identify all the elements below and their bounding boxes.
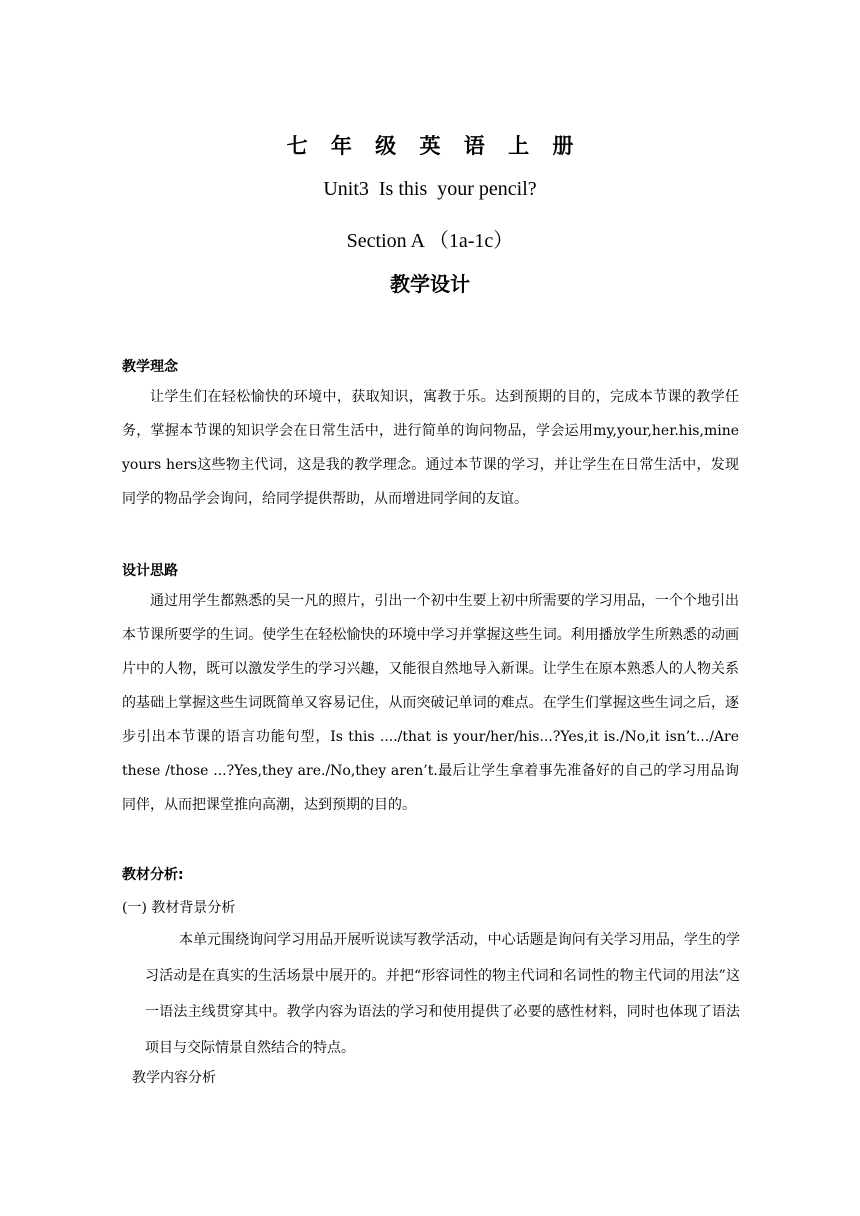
paragraph-design: 通过用学生都熟悉的吴一凡的照片，引出一个初中生要上初中所需要的学习用品，一个个地引出本节课所要学的生词。使学生在轻松愉快的环境中学习并掌握这些生词。利用播放学生所熟悉的动画片中的人物，既可以激发学生的学习兴趣，又能很自然地导入新课。让学生在原本熟悉人的人物关系的基础上掌握这些生词既简单又容易记住，从而突破记单词的难点。在学生们掌握这些生词之后，逐步引出本节课的语言功能句型，Is this ..../that is your/her/his...?Yes,it is./No,it isn’t.../Are these /those ...?Yes,they are./No,they aren’t.最后让学生拿着事先准备好的自己的学习用品询同伴，从而把课堂推向高潮，达到预期的目的。 [122,593,739,813]
doc-title-unit: Unit3 Is this your pencil? [323,178,537,200]
heading-analysis: 教材分析: [122,867,184,883]
doc-title-section: Section A （1a-1c） [346,230,514,252]
heading-background: (一) 教材背景分析 [122,900,236,916]
heading-philosophy: 教学理念 [122,359,178,375]
doc-title-grade: 七 年 级 英 语 上 册 [286,134,582,158]
heading-content-analysis: 教学内容分析 [132,1070,216,1086]
heading-design: 设计思路 [122,563,178,579]
paragraph-background: 本单元围绕询问学习用品开展听说读写教学活动，中心话题是询问有关学习用品，学生的学习活动是在真实的生活场景中展开的。并把“形容词性的物主代词和名词性的物主代词的用法”这一语法主线贯穿其中。教学内容为语法的学习和使用提供了必要的感性材料，同时也体现了语法项目与交际情景自然结合的特点。 [145,932,740,1056]
doc-title-design: 教学设计 [390,272,470,296]
paragraph-philosophy: 让学生们在轻松愉快的环境中，获取知识，寓教于乐。达到预期的目的，完成本节课的教学任务，掌握本节课的知识学会在日常生活中，进行简单的询问物品，学会运用my,your,her.his,mine yours hers这些物主代词，这是我的教学理念。通过本节课的学习，并让学生在日常生活中，发现同学的物品学会询问，给同学提供帮助，从而增进同学间的友谊。 [122,389,739,507]
